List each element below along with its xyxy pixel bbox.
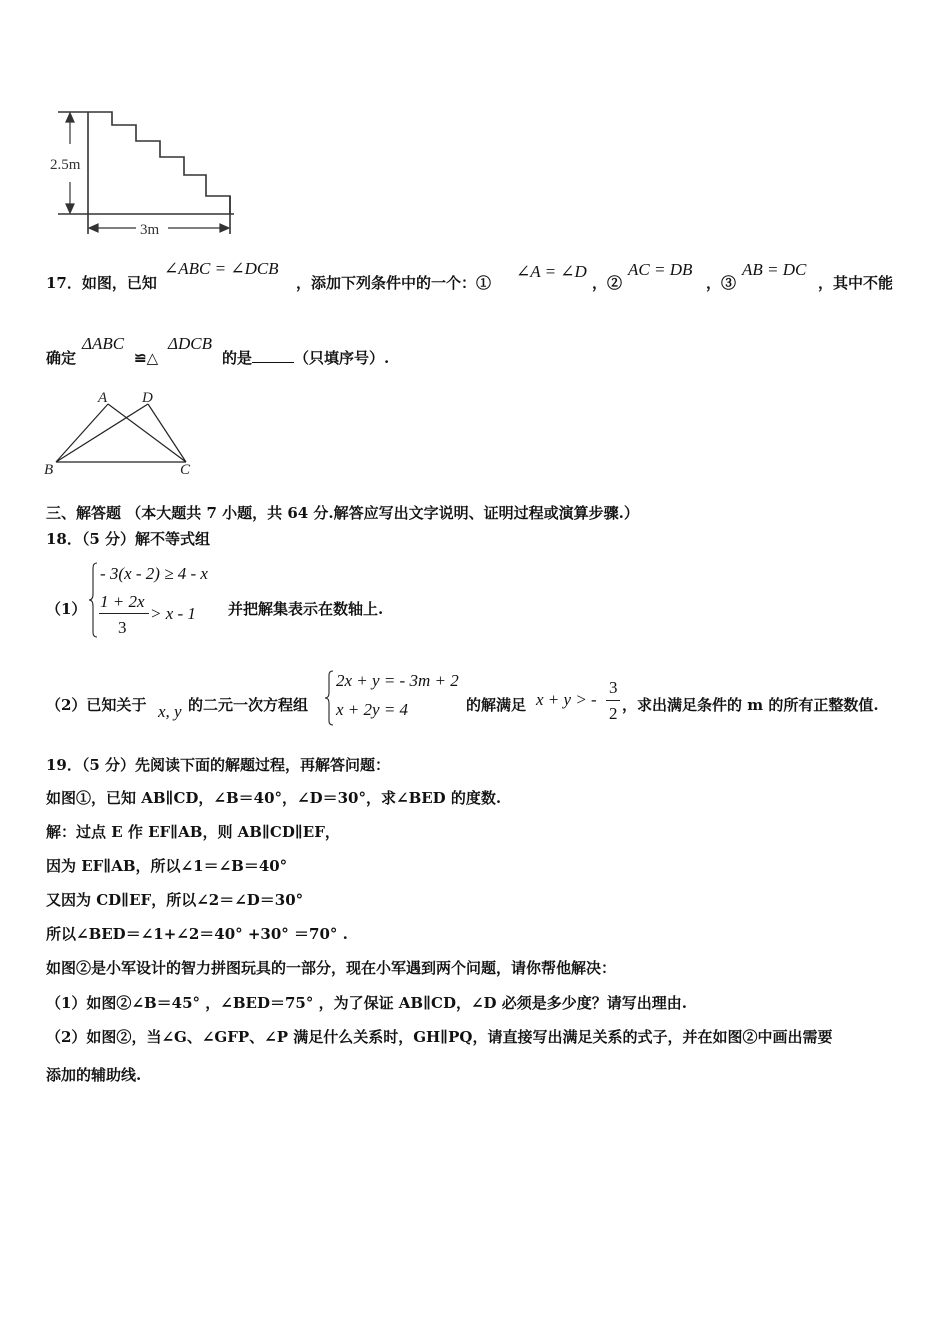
section3-title: 三、解答题 （本大题共 7 小题，共 64 分.解答应写出文字说明、证明过程或演算步骤.） xyxy=(46,504,639,522)
q18-part1-text: 并把解集表示在数轴上. xyxy=(228,600,384,618)
q19-line-2: 解：过点 E 作 EF∥AB，则 AB∥CD∥EF， xyxy=(46,823,340,841)
stairs-figure xyxy=(44,104,244,239)
answer-blank xyxy=(252,348,294,363)
q18-cond-lhs: x + y > - xyxy=(536,690,597,709)
q18-part2-d: ，求出满足条件的 m 的所有正整数值. xyxy=(622,696,879,714)
q19-line-0: 19．（5 分）先阅读下面的解题过程，再解答问题： xyxy=(46,756,391,774)
q17-tri2-math: ΔDCB xyxy=(168,334,212,353)
q17-given-math: ∠ABC = ∠DCB xyxy=(164,259,279,278)
q17-text-c: ，③ xyxy=(706,274,737,292)
q18-system1-brace xyxy=(88,562,98,638)
q18-frac-num: 3 xyxy=(609,678,618,697)
stairs-outline xyxy=(58,112,234,234)
q18-cond-fraction-bar xyxy=(606,700,620,701)
q19-line-1: 如图①，已知 AB∥CD，∠B＝40°，∠D＝30°，求∠BED 的度数. xyxy=(46,789,502,807)
q19-line-6: 如图②是小军设计的智力拼图玩具的一部分，现在小军遇到两个问题，请你帮他解决： xyxy=(46,959,617,977)
q18-header: 18．（5 分）解不等式组 xyxy=(46,530,211,548)
q19-line-3: 因为 EF∥AB，所以∠1＝∠B＝40° xyxy=(46,857,288,875)
q17-text-b: ，② xyxy=(592,274,623,292)
q17-cond1-math: ∠A = ∠D xyxy=(516,262,587,281)
q17-text-a: ，添加下列条件中的一个：① xyxy=(296,274,492,292)
q19-line-5: 所以∠BED＝∠1+∠2＝40° +30° ＝70° . xyxy=(46,925,348,943)
q19-line-4: 又因为 CD∥EF，所以∠2＝∠D＝30° xyxy=(46,891,304,909)
q19-line-7: （1）如图②∠B＝45° ，∠BED＝75° ，为了保证 AB∥CD，∠D 必须是多少度？请写出理由. xyxy=(46,994,688,1012)
q18-part1-label: （1） xyxy=(46,600,87,618)
q18-ineq2-num: 1 + 2x xyxy=(100,592,145,611)
height-label: 2.5m xyxy=(50,157,81,173)
q17-text-d: ，其中不能 xyxy=(818,274,894,292)
q18-ineq2-rhs: > x - 1 xyxy=(150,604,196,623)
q18-ineq2-den: 3 xyxy=(118,618,127,637)
q18-frac-den: 2 xyxy=(609,704,618,723)
q18-eq1: 2x + y = - 3m + 2 xyxy=(336,671,459,690)
q18-fraction-bar xyxy=(99,613,149,614)
label-a: A xyxy=(98,390,108,406)
q19-line-8: （2）如图②，当∠G、∠GFP、∠P 满足什么关系时，GH∥PQ，请直接写出满足关系的式子，并在如图②中画出需要 xyxy=(46,1028,833,1046)
q17-cond2-math: AC = DB xyxy=(628,260,693,279)
width-label: 3m xyxy=(140,222,160,238)
triangle-lines xyxy=(56,404,186,462)
label-b: B xyxy=(44,462,54,478)
q17-line2-end xyxy=(222,348,389,368)
q18-vars: x, y xyxy=(158,702,182,721)
q18-part2-a: （2）已知关于 xyxy=(46,696,147,714)
q17-number: 17．如图，已知 xyxy=(46,274,157,292)
q17-line2-start: 确定 xyxy=(46,349,77,367)
q17-congruent: ≌△ xyxy=(134,349,159,367)
q18-part2-c: 的解满足 xyxy=(466,696,527,714)
q17-line2-end-b: （只填序号）. xyxy=(294,349,390,367)
q17-cond3-math: AB = DC xyxy=(742,260,807,279)
q18-system2-brace xyxy=(324,670,334,726)
triangles-figure xyxy=(40,386,210,478)
q17-line2-end-a: 的是 xyxy=(222,349,253,367)
label-c: C xyxy=(180,462,191,478)
q18-ineq1: - 3(x - 2) ≥ 4 - x xyxy=(100,564,208,583)
label-d: D xyxy=(142,390,153,406)
q18-part2-b: 的二元一次方程组 xyxy=(188,696,309,714)
q18-eq2: x + 2y = 4 xyxy=(336,700,409,719)
q17-tri1-math: ΔABC xyxy=(82,334,125,353)
q19-line-9: 添加的辅助线. xyxy=(46,1066,142,1084)
